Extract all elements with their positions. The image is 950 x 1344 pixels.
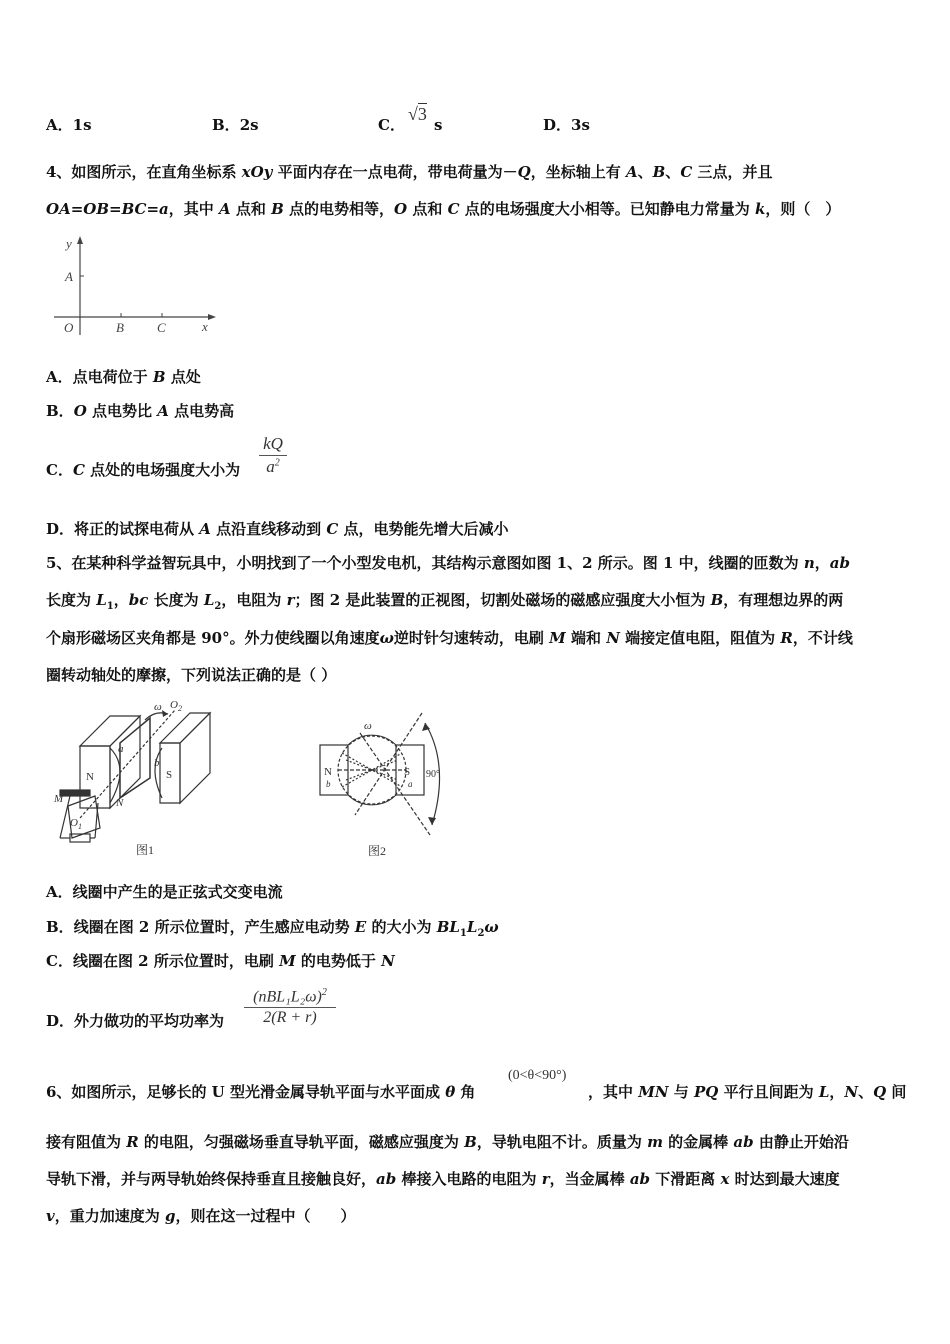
fig1-caption: 图1	[136, 843, 155, 857]
q5-stem-line1: 5、在某种科学益智玩具中，小明找到了一个小型发电机，其结构示意图如图 1、2 所示。图 1 中，线圈的匝数为 n，ab	[46, 554, 851, 572]
fig1-label-m: M	[54, 793, 64, 805]
q4-option-d: D．将正的试探电荷从 A 点沿直线移动到 C 点，电势能先增大后减小	[46, 520, 509, 538]
q5-stem-line2: 长度为 $L_1$，bc 长度为 $L_2$，电阻为 r；图 2 是此装置的正视图，切割处磁场的磁感应强度大小恒为 B，有理想边界的两	[46, 591, 844, 612]
fig1-label-n: N	[86, 771, 94, 783]
q4-option-c: C．C 点处的电场强度大小为	[46, 461, 241, 479]
fig1-label-n-brush: N	[116, 797, 124, 809]
q5-stem-line4: 圈转动轴处的摩擦，下列说法正确的是（ ）	[46, 666, 337, 684]
angle-arrow-bottom	[428, 817, 436, 825]
n-magnet-top	[80, 716, 140, 746]
q3-option-c: C．	[378, 116, 405, 134]
label-o: O	[64, 320, 74, 335]
x-axis-arrow	[208, 314, 216, 320]
q3-option-d: D．3s	[543, 116, 590, 134]
coil-loop	[120, 718, 150, 798]
q3-option-a: A．1s	[46, 116, 92, 134]
fig2-label-a: b	[326, 779, 331, 789]
q4-stem-line2: OA=OB=BC=a，其中 A 点和 B 点的电势相等，O 点和 C 点的电场强度大小相等。已知静电力常量为 k，则（ ）	[46, 200, 841, 218]
fig2-label-b: a	[408, 779, 413, 789]
q5-figure-1	[50, 698, 240, 863]
rotation-arrowhead	[162, 710, 168, 717]
fig1-label-a: a	[118, 743, 124, 755]
label-b: B	[116, 320, 124, 335]
label-y: y	[66, 236, 72, 251]
q6-stem-line3: 导轨下滑，并与两导轨始终保持垂直且接触良好，ab 棒接入电路的电阻为 r，当金属棒 ab 下滑距离 x 时达到最大速度	[46, 1170, 840, 1188]
fig2-caption: 图2	[368, 844, 387, 858]
q4-option-c-fraction: kQ $a^2$	[259, 434, 287, 477]
q5-option-a: A．线圈中产生的是正弦式交变电流	[46, 883, 283, 901]
fig2-label-s: S	[404, 766, 411, 778]
boundary-1	[360, 733, 430, 835]
fig1-label-omega: ω	[154, 701, 162, 713]
q5-figure-2	[310, 705, 460, 865]
label-c: C	[157, 320, 166, 335]
fig1-label-s: S	[166, 769, 173, 781]
fig1-label-o1: $O_1$	[70, 817, 82, 831]
q6-stem-line1-part1: 6、如图所示，足够长的 U 型光滑金属导轨平面与水平面成 θ 角	[46, 1083, 476, 1101]
q4-stem-line1: 4、如图所示，在直角坐标系 xOy 平面内存在一点电荷，带电荷量为－Q，坐标轴上有 A、B、C 三点，并且	[46, 163, 773, 181]
q3-option-c-unit: s	[434, 116, 443, 134]
s-magnet-pole-face	[155, 748, 162, 798]
q4-option-a: A．点电荷位于 B 点处	[46, 368, 201, 386]
label-a: A	[65, 269, 73, 284]
q5-option-d: D．外力做功的平均功率为	[46, 1012, 225, 1030]
q6-stem-line1-part2: ，其中 MN 与 PQ 平行且间距为 L，N、Q 间	[588, 1083, 907, 1101]
q6-stem-line4: v，重力加速度为 g，则在这一过程中（ ）	[46, 1207, 356, 1225]
y-axis-arrow	[77, 236, 83, 244]
rotation-axle	[80, 710, 175, 818]
fig2-label-n: N	[324, 766, 332, 778]
q5-option-b: B．线圈在图 2 所示位置时，产生感应电动势 E 的大小为 $BL_1L_2\omega$	[46, 918, 499, 939]
q4-coordinate-figure	[50, 232, 225, 342]
q6-angle-range: (0<θ<90°)	[508, 1068, 567, 1083]
q5-option-c: C．线圈在图 2 所示位置时，电刷 M 的电势低于 N	[46, 952, 395, 970]
fig1-label-o2: $O_2$	[170, 699, 182, 713]
q4-option-b: B．O 点电势比 A 点电势高	[46, 402, 235, 420]
s-magnet-side	[180, 713, 210, 803]
q3-option-b: B．2s	[212, 116, 259, 134]
n-magnet-pole-face	[110, 748, 120, 803]
label-x: x	[202, 319, 208, 334]
fig1-label-b: b	[154, 757, 160, 769]
q5-stem-line3: 个扇形磁场区夹角都是 90°。外力使线圈以角速度ω逆时针匀速转动，电刷 M 端和 N 端接定值电阻，阻值为 R，不计线	[46, 629, 853, 647]
q6-stem-line2: 接有阻值为 R 的电阻，匀强磁场垂直导轨平面，磁感应强度为 B，导轨电阻不计。质量为 m 的金属棒 ab 由静止开始沿	[46, 1133, 849, 1151]
fig2-label-angle: 90°	[426, 769, 440, 780]
q5-option-d-fraction: $(nBL_1L_2\omega)^2$ 2(R + r)	[244, 987, 336, 1027]
fig2-label-omega: ω	[364, 720, 372, 732]
q3-option-c-sqrt: √3	[408, 104, 427, 124]
brush-m	[60, 790, 90, 796]
